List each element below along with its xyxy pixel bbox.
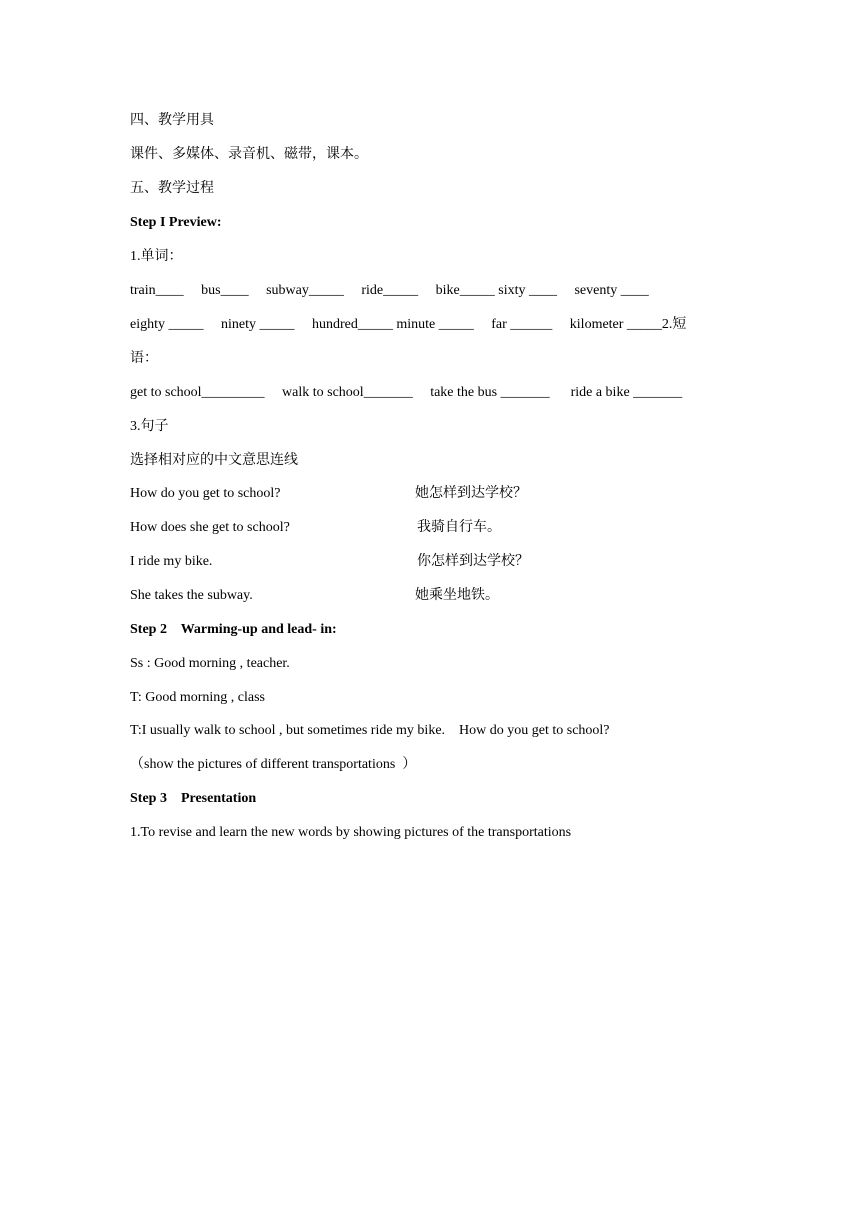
matching-en-3: I ride my bike. [130, 554, 213, 569]
dialogue-line-1: Ss : Good morning , teacher. [130, 656, 290, 671]
dialogue-line-4: （show the pictures of different transportations ） [130, 757, 417, 772]
phrases-row: get to school_________ walk to school_______ take the bus _______ ride a bike _______ [130, 385, 683, 400]
words-row-1: train____ bus____ subway_____ ride_____ bike_____ sixty ____ seventy ____ [130, 283, 649, 298]
step1-heading: Step I Preview: [130, 215, 222, 230]
matching-zh-4: 她乘坐地铁。 [415, 588, 499, 603]
step3-heading: Step 3 Presentation [130, 791, 257, 806]
step2-heading: Step 2 Warming-up and lead- in: [130, 622, 337, 637]
dialogue-line-2: T: Good morning , class [130, 690, 266, 705]
matching-zh-1: 她怎样到达学校？ [415, 486, 527, 501]
sentences-label: 3.句子 [130, 419, 169, 434]
matching-en-4: She takes the subway. [130, 588, 253, 603]
section5-heading: 五、教学过程 [130, 181, 214, 196]
section4-body: 课件、多媒体、录音机、磁带，课本。 [130, 147, 368, 162]
dialogue-line-3: T:I usually walk to school , but sometimes ride my bike. How do you get to school? [130, 723, 610, 738]
phrases-label: 语： [130, 351, 158, 366]
matching-en-1: How do you get to school? [130, 486, 281, 501]
words-row-2: eighty _____ ninety _____ hundred_____ minute _____ far ______ kilometer _____2.短 [130, 317, 687, 332]
matching-en-2: How does she get to school? [130, 520, 290, 535]
words-label: 1.单词： [130, 249, 183, 264]
step3-item-1: 1.To revise and learn the new words by showing pictures of the transportations [130, 825, 572, 840]
matching-instruction: 选择相对应的中文意思连线 [130, 453, 298, 468]
matching-zh-2: 我骑自行车。 [417, 520, 501, 535]
matching-zh-3: 你怎样到达学校？ [417, 554, 529, 569]
section4-heading: 四、教学用具 [130, 113, 214, 128]
